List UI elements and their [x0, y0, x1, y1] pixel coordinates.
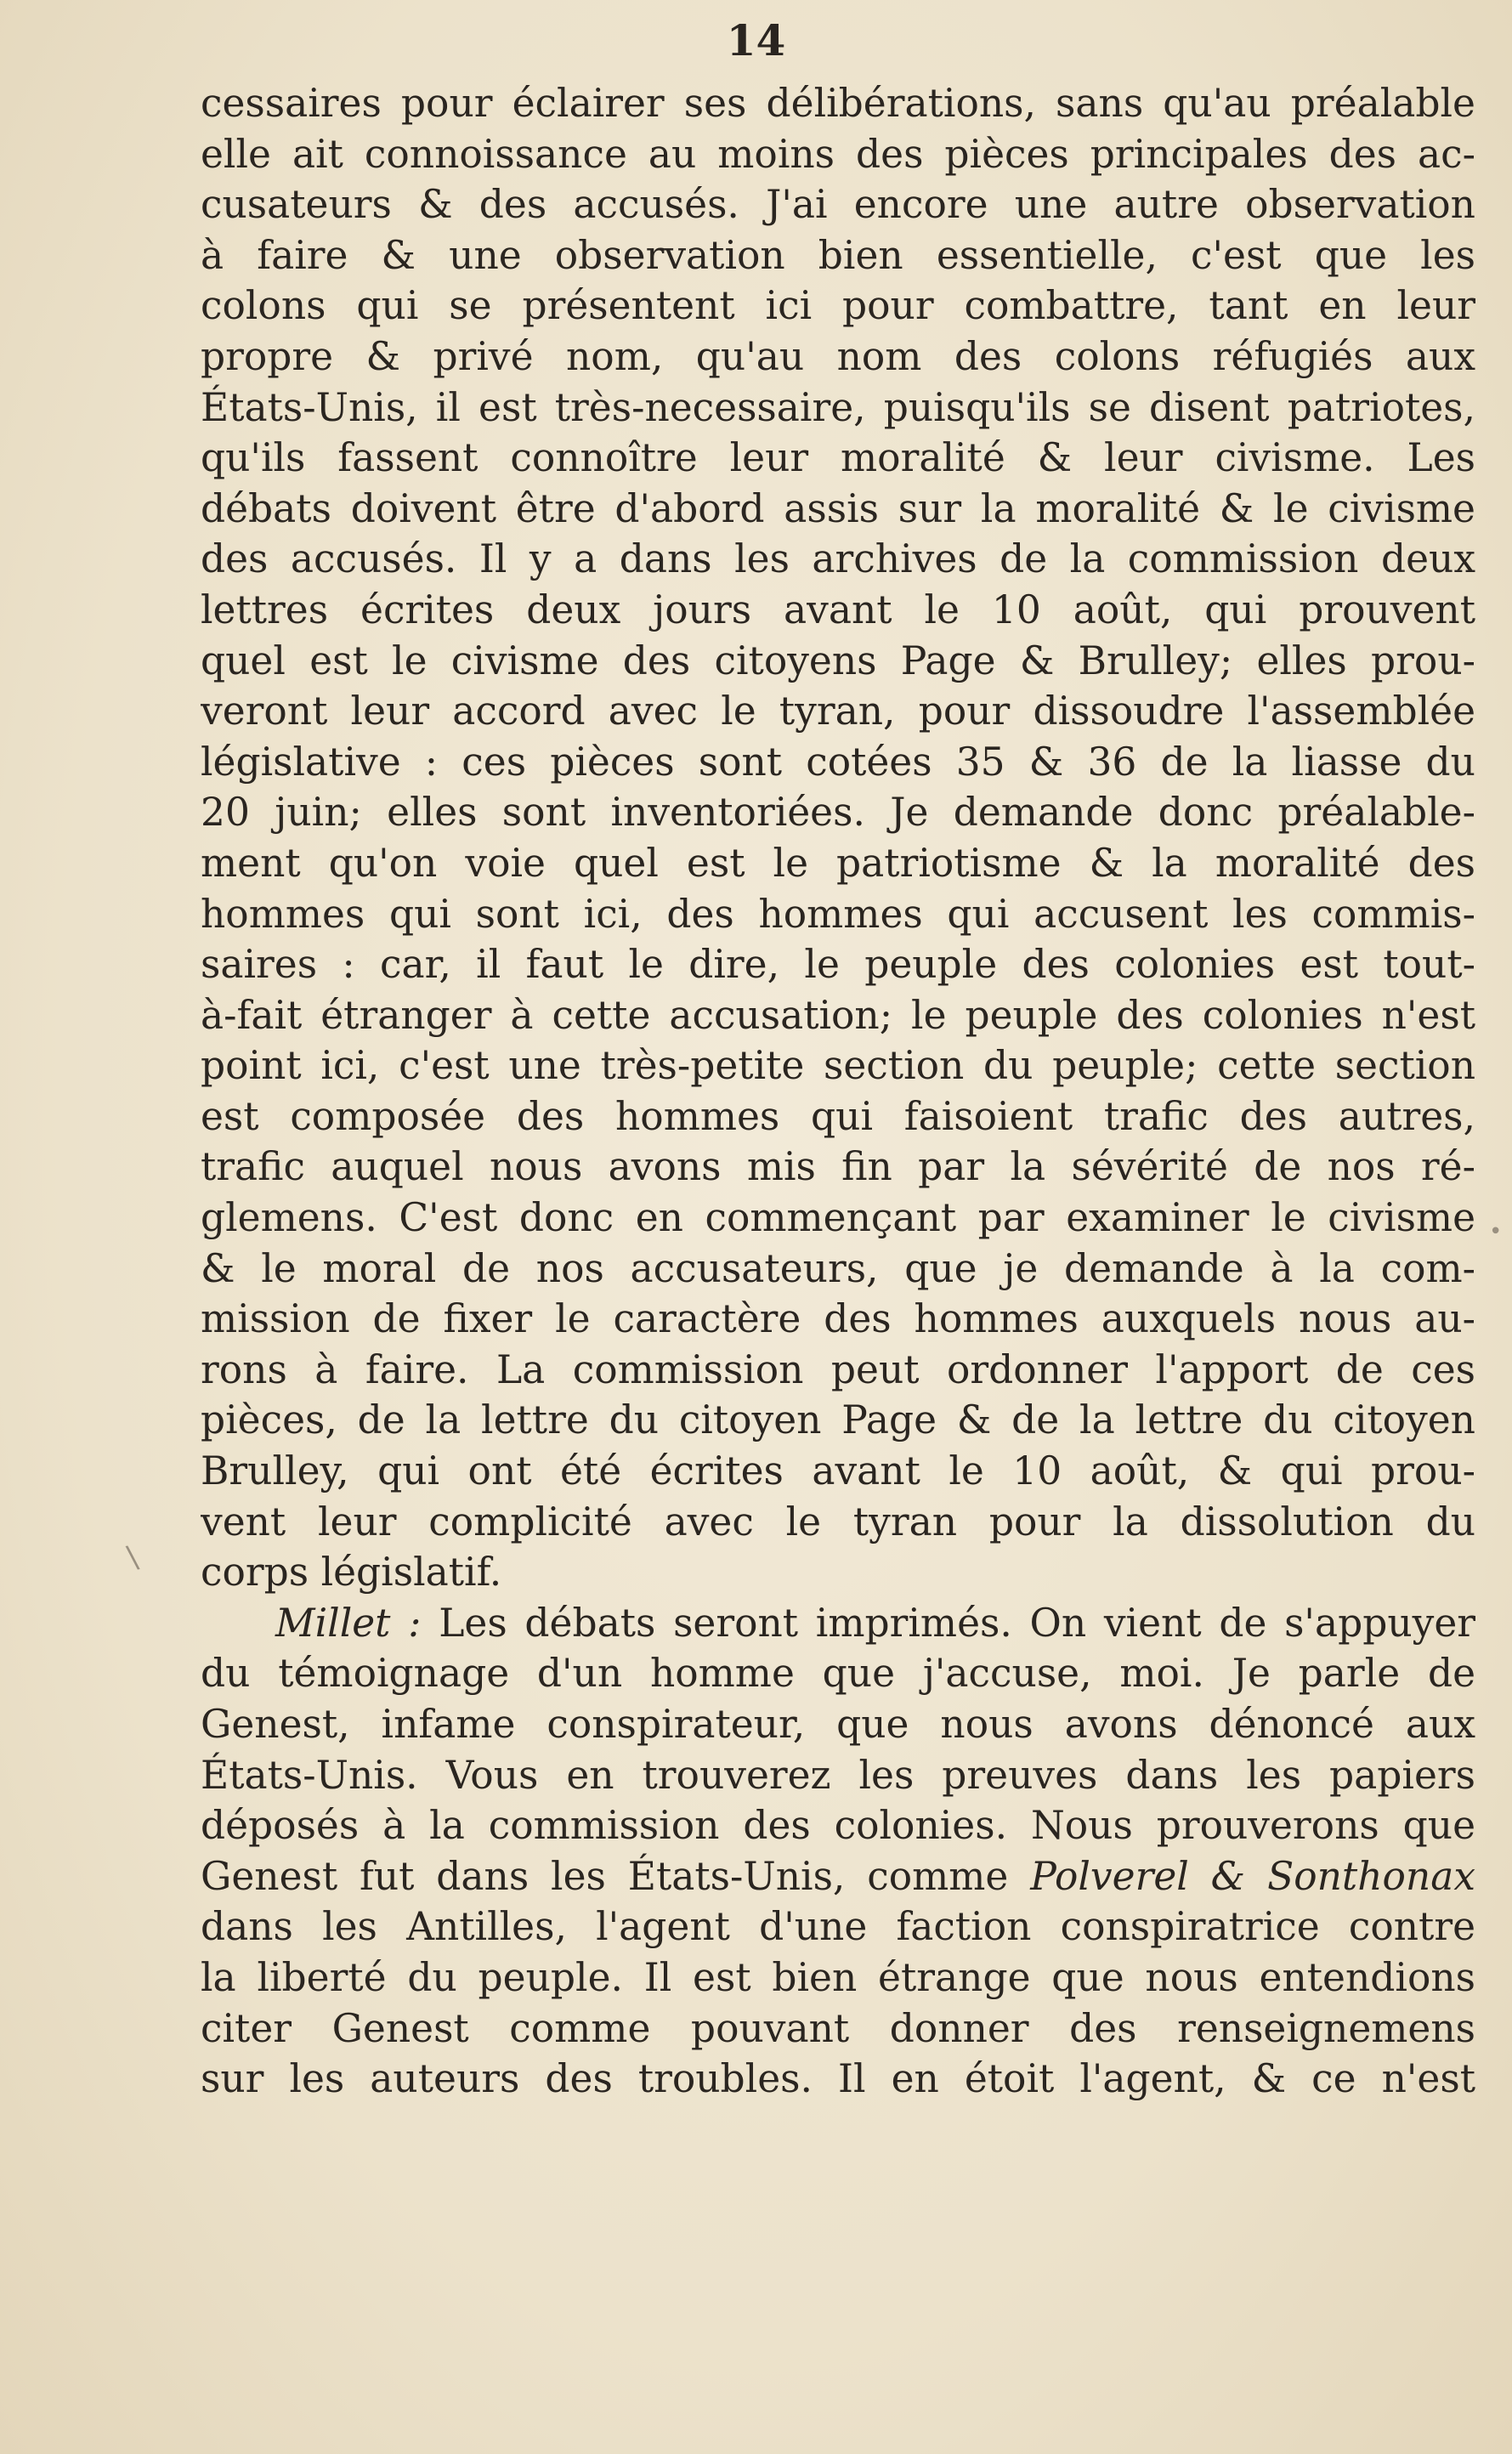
text-line: propre & privé nom, qu'au nom des colons réfugiés aux: [201, 333, 1475, 379]
ampersand: &: [1210, 1853, 1246, 1899]
text-line: est composée des hommes qui faisoient trafic des autres,: [201, 1093, 1475, 1139]
text-line: dans les Antilles, l'agent d'une faction conspiratrice contre: [201, 1904, 1475, 1950]
text-line: corps législatif.: [201, 1550, 502, 1595]
text-line: déposés à la commission des colonies. Nous prouverons que: [201, 1803, 1475, 1849]
text-line: trafic auquel nous avons mis fin par la sévérité de nos ré-: [201, 1144, 1475, 1190]
text-line: à faire & une observation bien essentielle, c'est que les: [201, 232, 1475, 278]
text-line: cessaires pour éclairer ses délibérations, sans qu'au préalable: [201, 81, 1475, 126]
text-line: quel est le civisme des citoyens Page & Brulley; elles prou-: [201, 638, 1475, 683]
text-line: cusateurs & des accusés. J'ai encore une autre observation: [201, 182, 1475, 228]
text-line: États-Unis. Vous en trouverez les preuves dans les papiers: [201, 1752, 1475, 1798]
text-line: sur les auteurs des troubles. Il en étoit l'agent, & ce n'est: [201, 2056, 1475, 2102]
text-line: qu'ils fassent connoître leur moralité & leur civisme. Les: [201, 435, 1475, 481]
text-line: Brulley, qui ont été écrites avant le 10 août, & qui prou-: [201, 1448, 1475, 1494]
person-name: Polverel: [1030, 1853, 1189, 1899]
text-line: lettres écrites deux jours avant le 10 août, qui prouvent: [201, 587, 1475, 632]
text-span: Genest fut dans les États-Unis, comme: [201, 1853, 1009, 1899]
text-line: point ici, c'est une très-petite section du peuple; cette section: [201, 1043, 1475, 1089]
text-line: du témoignage d'un homme que j'accuse, moi. Je parle de: [201, 1651, 1475, 1697]
text-line: législative : ces pièces sont cotées 35 & 36 de la liasse du: [201, 739, 1475, 785]
text-line: 20 juin; elles sont inventoriées. Je demande donc préalable-: [201, 790, 1475, 836]
text-line: débats doivent être d'abord assis sur la moralité & le civisme: [201, 485, 1475, 531]
text-line: mission de fixer le caractère des hommes auxquels nous au-: [201, 1296, 1475, 1342]
text-span: Les débats seront imprimés. On vient de s'appuyer: [439, 1600, 1475, 1646]
page-number: 14: [726, 15, 786, 65]
text-line: la liberté du peuple. Il est bien étrange que nous entendions: [201, 1954, 1475, 2000]
text-line: & le moral de nos accusateurs, que je demande à la com-: [201, 1245, 1475, 1291]
person-name: Sonthonax: [1267, 1853, 1475, 1899]
speaker-name: Millet :: [275, 1600, 422, 1646]
text-line: veront leur accord avec le tyran, pour dissoudre l'assemblée: [201, 689, 1475, 734]
text-line: citer Genest comme pouvant donner des renseignemens: [201, 2005, 1475, 2051]
text-line: des accusés. Il y a dans les archives de la commission deux: [201, 536, 1475, 582]
text-line: ment qu'on voie quel est le patriotisme & la moralité des: [201, 840, 1475, 886]
text-line: elle ait connoissance au moins des pièces principales des ac-: [201, 131, 1475, 177]
text-line: glemens. C'est donc en commençant par examiner le civisme: [201, 1195, 1475, 1241]
millet-paragraph-start: [201, 1598, 1475, 1649]
text-line: vent leur complicité avec le tyran pour la dissolution du: [201, 1499, 1475, 1544]
text-line: saires : car, il faut le dire, le peuple des colonies est tout-: [201, 942, 1475, 988]
text-line: à-fait étranger à cette accusation; le peuple des colonies n'est: [201, 992, 1475, 1038]
text-line: pièces, de la lettre du citoyen Page & de la lettre du citoyen: [201, 1397, 1475, 1443]
text-line: hommes qui sont ici, des hommes qui accusent les commis-: [201, 891, 1475, 937]
text-line: Genest, infame conspirateur, que nous avons dénoncé aux: [201, 1702, 1475, 1747]
margin-mark: \: [124, 1539, 141, 1576]
body-text: [201, 78, 1475, 2105]
text-line: États-Unis, il est très-necessaire, puisqu'ils se disent patriotes,: [201, 384, 1475, 430]
text-line-polverel-sonthonax: [201, 1851, 1475, 1902]
text-line: colons qui se présentent ici pour combattre, tant en leur: [201, 283, 1475, 329]
text-line: rons à faire. La commission peut ordonner l'apport de ces: [201, 1346, 1475, 1392]
edge-mark: •: [1489, 1219, 1503, 1244]
